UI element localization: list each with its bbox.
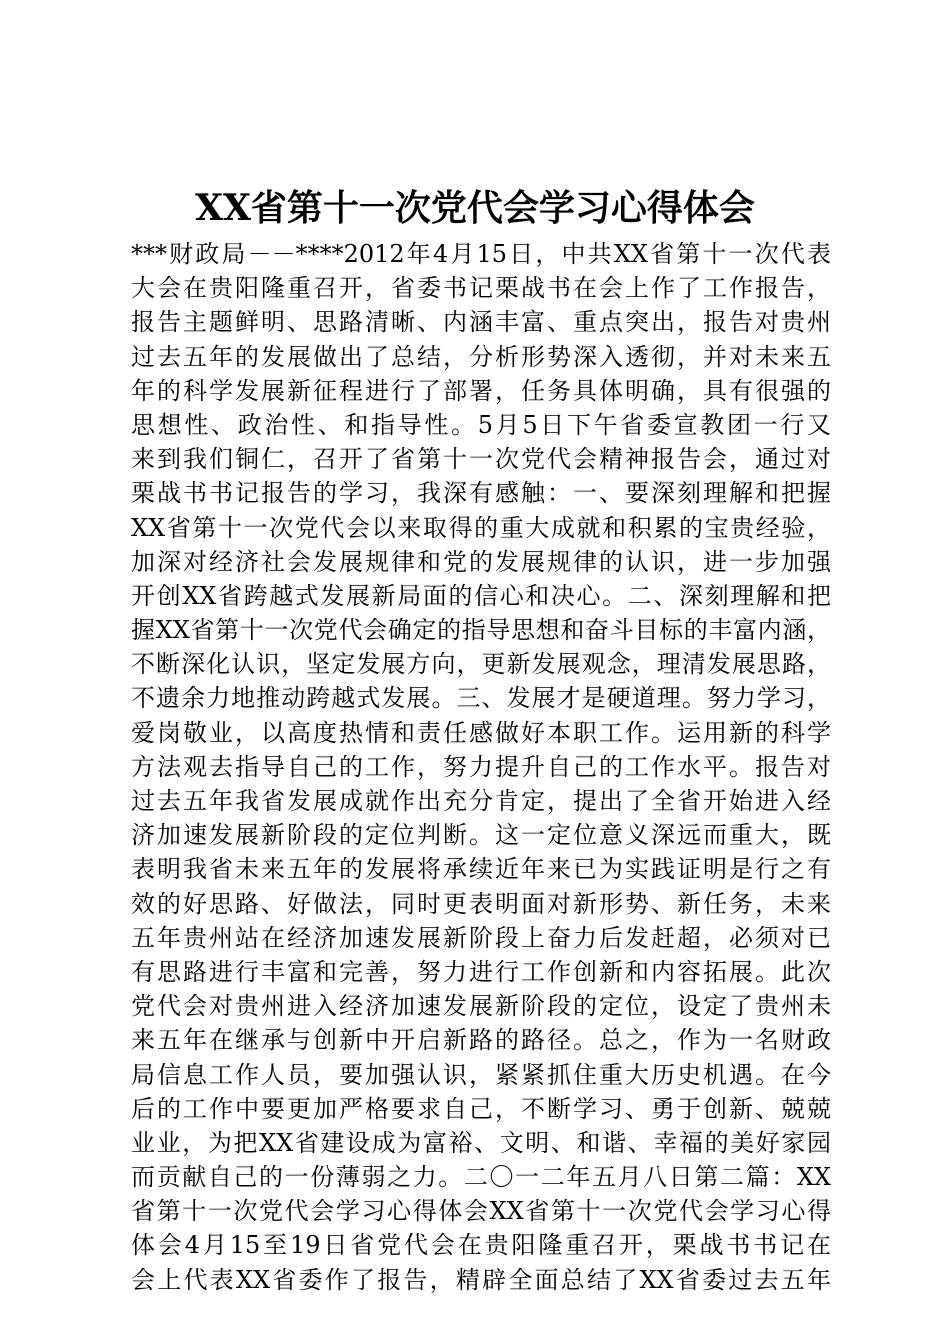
body-text-line: 来到我们铜仁，召开了省第十一次党代会精神报告会，通过对 bbox=[131, 445, 831, 474]
body-text-line: 加深对经济社会发展规律和党的发展规律的认识，进一步加强 bbox=[131, 547, 831, 576]
body-text-line: 栗战书书记报告的学习，我深有感触：一、要深刻理解和把握 bbox=[131, 479, 831, 508]
body-text-line: 效的好思路、好做法，同时更表明面对新形势、新任务，未来 bbox=[131, 889, 831, 918]
body-text-line: 表明我省未来五年的发展将承续近年来已为实践证明是行之有 bbox=[131, 855, 831, 884]
body-text-line: 思想性、政治性、和指导性。5月5日下午省委宣教团一行又 bbox=[131, 410, 831, 439]
body-text-line: 党代会对贵州进入经济加速发展新阶段的定位，设定了贵州未 bbox=[131, 992, 831, 1021]
body-text-line: 有思路进行丰富和完善，努力进行工作创新和内容拓展。此次 bbox=[131, 957, 831, 986]
body-text-line: 而贡献自己的一份薄弱之力。二〇一二年五月八日第二篇：XX bbox=[131, 1163, 831, 1192]
body-text-line: 省第十一次党代会学习心得体会XX省第十一次党代会学习心得 bbox=[131, 1197, 831, 1226]
body-text-line: 体会4月15至19日省党代会在贵阳隆重召开，栗战书书记在 bbox=[131, 1231, 831, 1260]
body-text-line: 年的科学发展新征程进行了部署，任务具体明确，具有很强的 bbox=[131, 376, 831, 405]
document-title: XX省第十一次党代会学习心得体会 bbox=[195, 187, 755, 229]
body-text-line: 方法观去指导自己的工作，努力提升自己的工作水平。报告对 bbox=[131, 752, 831, 781]
body-text-line: 大会在贵阳隆重召开，省委书记栗战书在会上作了工作报告， bbox=[131, 274, 831, 303]
body-text-line: 来五年在继承与创新中开启新路的路径。总之，作为一名财政 bbox=[131, 1026, 831, 1055]
body-text-line: 业业，为把XX省建设成为富裕、文明、和谐、幸福的美好家园 bbox=[131, 1128, 831, 1157]
body-text-line: 握XX省第十一次党代会确定的指导思想和奋斗目标的丰富内涵， bbox=[131, 616, 831, 645]
body-text-line: 不断深化认识，坚定发展方向，更新发展观念，理清发展思路， bbox=[131, 650, 831, 679]
body-text-line: 局信息工作人员，要加强认识，紧紧抓住重大历史机遇。在今 bbox=[131, 1060, 831, 1089]
body-text-line: XX省第十一次党代会以来取得的重大成就和积累的宝贵经验， bbox=[131, 513, 831, 542]
body-text-line: ***财政局－－****2012年4月15日，中共XX省第十一次代表 bbox=[131, 240, 831, 268]
body-text-line: 开创XX省跨越式发展新局面的信心和决心。二、深刻理解和把 bbox=[131, 581, 831, 610]
body-text-line: 不遗余力地推动跨越式发展。三、发展才是硬道理。努力学习， bbox=[131, 684, 831, 713]
body-text-line: 过去五年我省发展成就作出充分肯定，提出了全省开始进入经 bbox=[131, 787, 831, 815]
body-text-line: 过去五年的发展做出了总结，分析形势深入透彻，并对未来五 bbox=[131, 342, 831, 371]
body-text-line: 济加速发展新阶段的定位判断。这一定位意义深远而重大，既 bbox=[131, 821, 831, 850]
document-body bbox=[131, 237, 831, 1297]
body-text-line: 报告主题鲜明、思路清晰、内涵丰富、重点突出，报告对贵州 bbox=[131, 308, 831, 337]
body-text-line: 五年贵州站在经济加速发展新阶段上奋力后发赶超，必须对已 bbox=[131, 923, 831, 952]
body-text-line: 爱岗敬业，以高度热情和责任感做好本职工作。运用新的科学 bbox=[131, 718, 831, 747]
body-text-line: 会上代表XX省委作了报告，精辟全面总结了XX省委过去五年 bbox=[131, 1265, 831, 1294]
body-text-line: 后的工作中要更加严格要求自己，不断学习、勇于创新、兢兢 bbox=[131, 1094, 831, 1123]
